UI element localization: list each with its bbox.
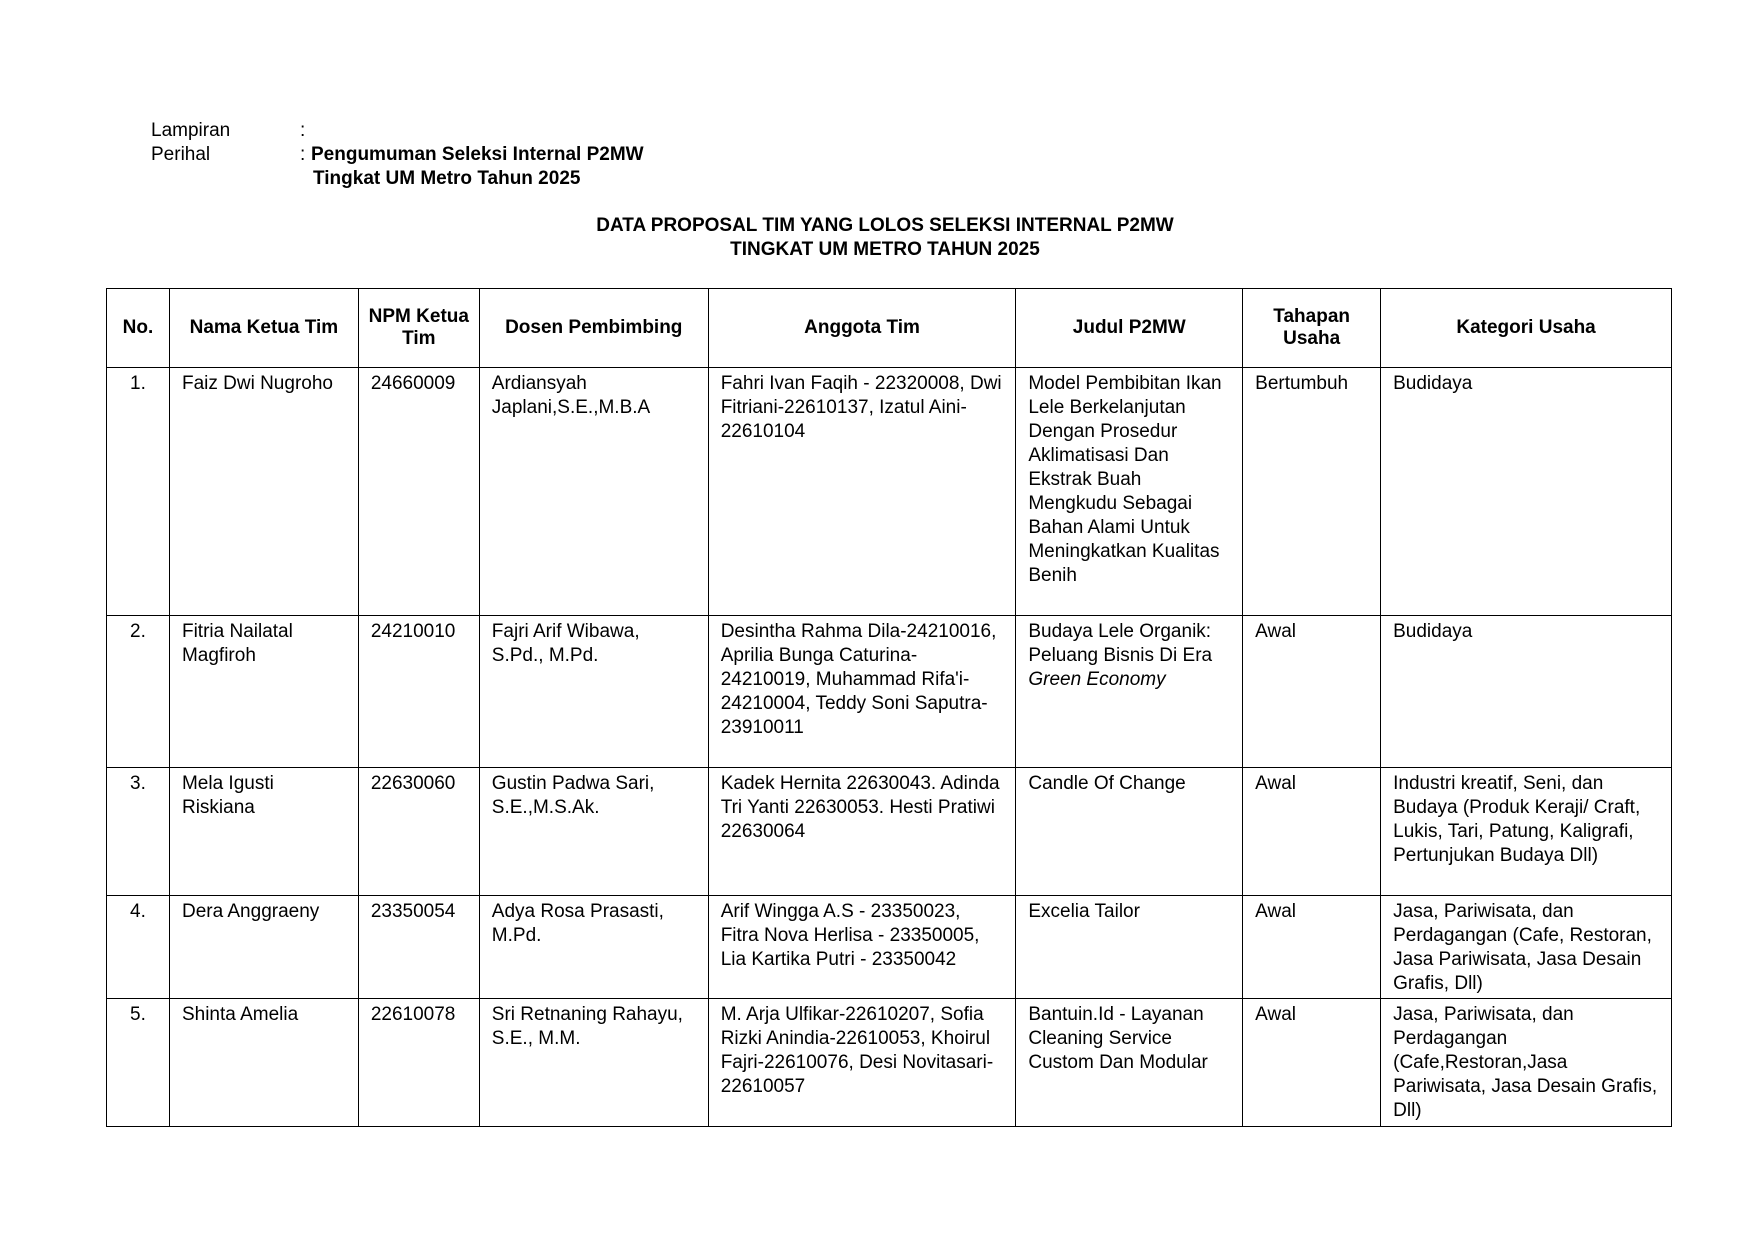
cell-no: 1. [107,368,170,616]
cell-nama-ketua: Shinta Amelia [169,999,358,1127]
cell-judul [1016,616,1243,768]
judul-text: Excelia Tailor [1028,901,1140,922]
cell-kategori: Jasa, Pariwisata, dan Perdagangan (Cafe, Restoran, Jasa Pariwisata, Jasa Desain Grafis, Dll) [1381,896,1672,999]
cell-dosen: Gustin Padwa Sari, S.E.,M.S.Ak. [479,768,708,896]
cell-anggota: M. Arja Ulfikar-22610207, Sofia Rizki Anindia-22610053, Khoirul Fajri-22610076, Desi Novitasari-22610057 [708,999,1016,1127]
lampiran-label: Lampiran [151,120,231,141]
cell-judul [1016,896,1243,999]
perihal-row [151,143,644,167]
column-header-dosen: Dosen Pembimbing [479,289,708,368]
cell-no: 5. [107,999,170,1127]
cell-no: 3. [107,768,170,896]
judul-text: Bantuin.Id - Layanan Cleaning Service Custom Dan Modular [1028,1004,1208,1073]
letter-header [151,119,644,191]
cell-dosen: Fajri Arif Wibawa, S.Pd., M.Pd. [479,616,708,768]
cell-judul [1016,368,1243,616]
lampiran-row [151,119,644,143]
judul-text: Model Pembibitan Ikan Lele Berkelanjutan Dengan Prosedur Aklimatisasi Dan Ekstrak Buah Mengkudu Sebagai Bahan Alami Untuk Meningkatkan Kualitas Benih [1028,373,1222,586]
judul-text: Budaya Lele Organik: Peluang Bisnis Di Era [1028,621,1213,666]
cell-no: 4. [107,896,170,999]
title-line1: DATA PROPOSAL TIM YANG LOLOS SELEKSI INTERNAL P2MW [596,215,1174,236]
cell-tahapan: Awal [1243,896,1381,999]
cell-tahapan: Awal [1243,999,1381,1127]
table-row [107,368,1672,616]
cell-tahapan: Bertumbuh [1243,368,1381,616]
perihal-value-line1: Pengumuman Seleksi Internal P2MW [311,144,644,165]
cell-anggota: Arif Wingga A.S - 23350023, Fitra Nova Herlisa - 23350005, Lia Kartika Putri - 23350042 [708,896,1016,999]
cell-kategori: Industri kreatif, Seni, dan Budaya (Produk Keraji/ Craft, Lukis, Tari, Patung, Kaligrafi, Pertunjukan Budaya Dll) [1381,768,1672,896]
cell-kategori: Jasa, Pariwisata, dan Perdagangan (Cafe,Restoran,Jasa Pariwisata, Jasa Desain Grafis, Dll) [1381,999,1672,1127]
table-row [107,896,1672,999]
column-header-nama-ketua: Nama Ketua Tim [169,289,358,368]
cell-nama-ketua: Faiz Dwi Nugroho [169,368,358,616]
cell-judul [1016,768,1243,896]
cell-judul [1016,999,1243,1127]
cell-tahapan: Awal [1243,768,1381,896]
cell-dosen: Adya Rosa Prasasti, M.Pd. [479,896,708,999]
cell-no: 2. [107,616,170,768]
proposal-table [106,288,1672,1127]
judul-text: Candle Of Change [1028,773,1186,794]
cell-kategori: Budidaya [1381,616,1672,768]
table-row [107,999,1672,1127]
cell-nama-ketua: Dera Anggraeny [169,896,358,999]
perihal-value-line2: Tingkat UM Metro Tahun 2025 [313,168,581,189]
cell-npm: 22630060 [358,768,479,896]
cell-nama-ketua: Fitria Nailatal Magfiroh [169,616,358,768]
cell-anggota: Fahri Ivan Faqih - 22320008, Dwi Fitriani-22610137, Izatul Aini-22610104 [708,368,1016,616]
column-header-no: No. [107,289,170,368]
cell-tahapan: Awal [1243,616,1381,768]
cell-dosen: Sri Retnaning Rahayu, S.E., M.M. [479,999,708,1127]
cell-npm: 24660009 [358,368,479,616]
perihal-label: Perihal [151,144,211,165]
title-line2: TINGKAT UM METRO TAHUN 2025 [730,239,1040,260]
judul-italic-text: Green Economy [1028,669,1166,690]
table-row [107,616,1672,768]
perihal-colon: : [300,144,306,165]
cell-npm: 22610078 [358,999,479,1127]
column-header-npm: NPM Ketua Tim [358,289,479,368]
column-header-anggota: Anggota Tim [708,289,1016,368]
cell-anggota: Desintha Rahma Dila-24210016, Aprilia Bunga Caturina-24210019, Muhammad Rifa'i-24210004, Teddy Soni Saputra-23910011 [708,616,1016,768]
column-header-kategori: Kategori Usaha [1381,289,1672,368]
cell-nama-ketua: Mela Igusti Riskiana [169,768,358,896]
column-header-judul: Judul P2MW [1016,289,1243,368]
table-header-row [107,289,1672,368]
cell-kategori: Budidaya [1381,368,1672,616]
document-title [0,214,1755,262]
cell-npm: 24210010 [358,616,479,768]
column-header-tahapan: Tahapan Usaha [1243,289,1381,368]
table-row [107,768,1672,896]
cell-dosen: Ardiansyah Japlani,S.E.,M.B.A [479,368,708,616]
cell-npm: 23350054 [358,896,479,999]
cell-anggota: Kadek Hernita 22630043. Adinda Tri Yanti 22630053. Hesti Pratiwi 22630064 [708,768,1016,896]
lampiran-colon: : [300,120,306,141]
